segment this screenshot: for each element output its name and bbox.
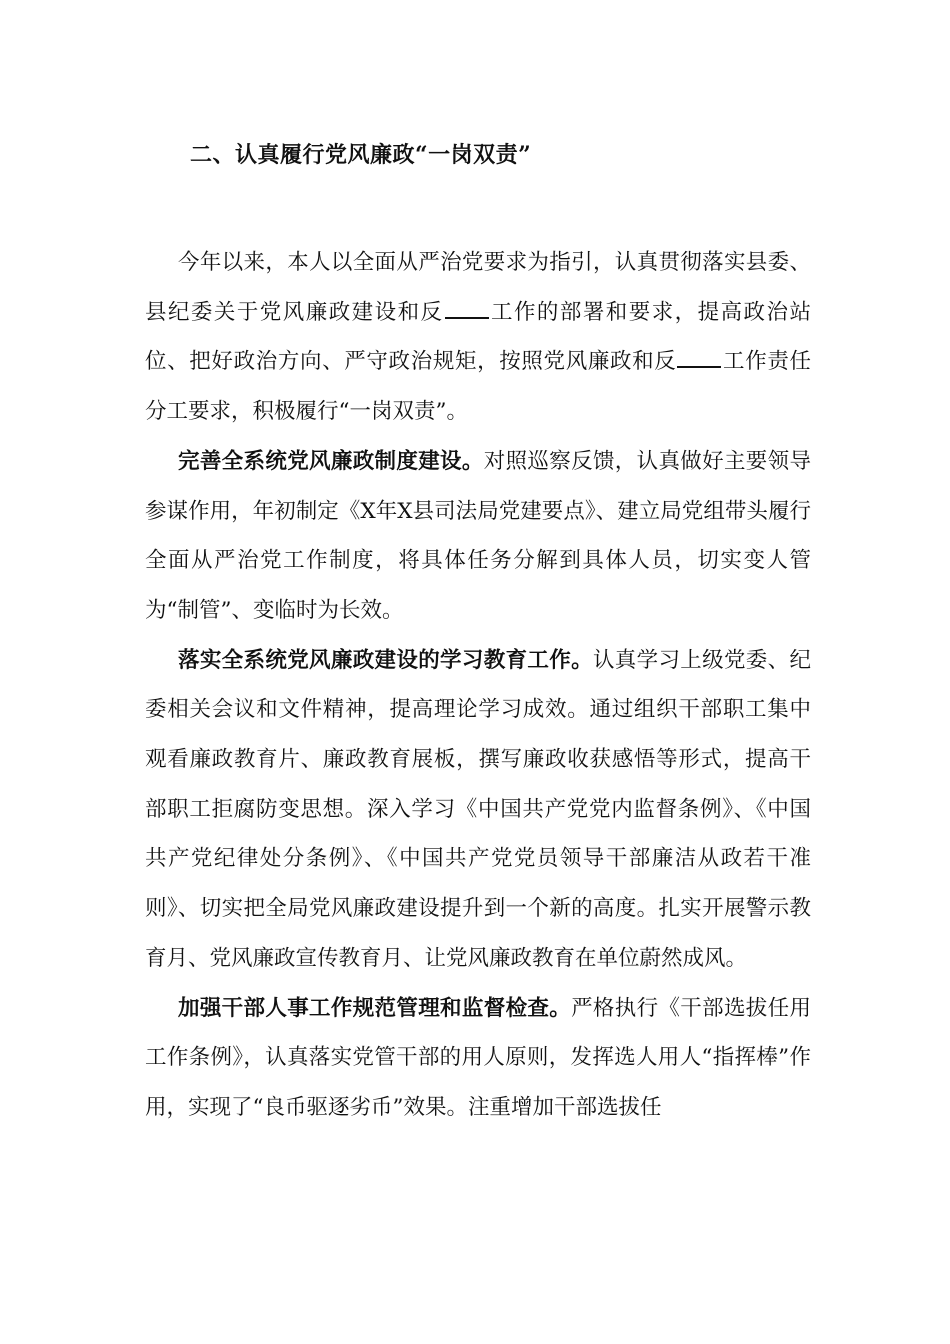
paragraph-text: 工作的部署和要求，提高政治站位、把好政治方向、严守政治规矩，按照党风廉政和反 xyxy=(145,299,811,375)
paragraph-intro xyxy=(145,238,811,437)
paragraph-text: 今年以来，本人以全面从严治党要求为指引，认真贯彻落实县委、县纪委关于党风廉政建设和反 xyxy=(145,250,811,325)
paragraph-personnel xyxy=(145,984,811,1133)
paragraph-text: 对照巡察反馈，认真做好主要领导参谋作用，年初制定《X年X县司法局党建要点》、建立局党组带头履行全面从严治党工作制度，将具体任务分解到具体人员，切实变人管为“制管”、变临时为长效。 xyxy=(145,448,811,623)
paragraph-text: 认真学习上级党委、纪委相关会议和文件精神，提高理论学习成效。通过组织干部职工集中观看廉政教育片、廉政教育展板，撰写廉政收获感悟等形式，提高干部职工拒腐防变思想。深入学习《中国共产党党内监督条例》、《中国共产党纪律处分条例》、《中国共产党党员领导干部廉洁从政若干准则》、切实把全局党风廉政建设提升到一个新的高度。扎实开展警示教育月、党风廉政宣传教育月、让党风廉政教育在单位蔚然成风。 xyxy=(145,647,811,971)
paragraph-lead: 完善全系统党风廉政制度建设。 xyxy=(178,448,484,474)
paragraph-lead: 加强干部人事工作规范管理和监督检查。 xyxy=(178,995,572,1021)
paragraph-system-building xyxy=(145,437,811,636)
section-heading: 二、认真履行党风廉政“一岗双责” xyxy=(190,142,532,168)
paragraph-education xyxy=(145,636,811,984)
redaction-blank xyxy=(677,365,721,368)
paragraph-text: 严格执行《干部选拔任用工作条例》，认真落实党管干部的用人原则，发挥选人用人“指挥棒”作用，实现了“良币驱逐劣币”效果。注重增加干部选拔任 xyxy=(145,995,811,1120)
paragraph-lead: 落实全系统党风廉政建设的学习教育工作。 xyxy=(178,647,593,673)
document-body xyxy=(145,238,811,1133)
paragraph-text: 工作责任分工要求，积极履行“一岗双责”。 xyxy=(145,349,811,425)
redaction-blank xyxy=(445,316,489,319)
